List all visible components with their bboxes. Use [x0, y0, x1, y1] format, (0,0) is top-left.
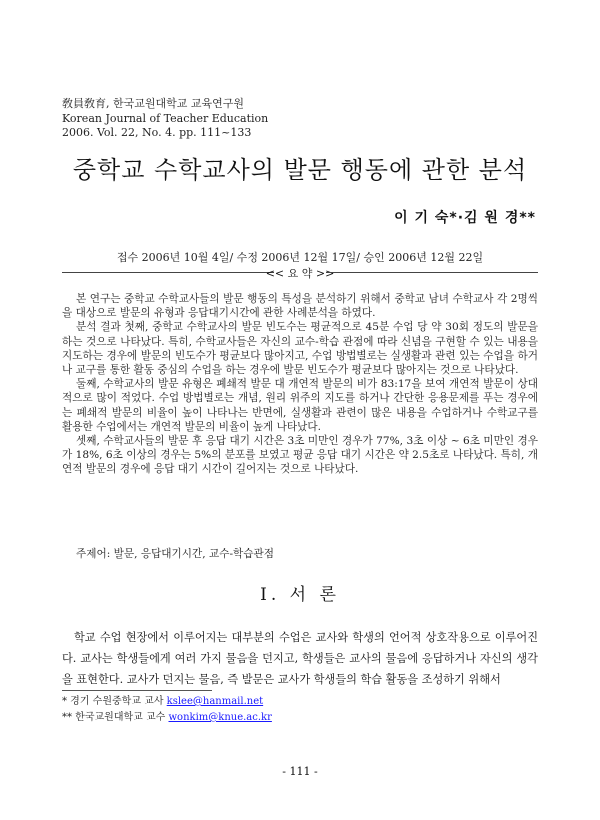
footnote-2-email-link[interactable]: wonkim@knue.ac.kr [168, 712, 272, 723]
submission-dates: 접수 2006년 10월 4일/ 수정 2006년 12월 17일/ 승인 2006년 12월 22일 [116, 251, 484, 264]
footnote-1-affiliation: * 경기 수원중학교 교사 [62, 696, 164, 707]
abstract [62, 292, 538, 477]
abstract-heading-rule-right [326, 272, 538, 273]
footnote-divider [62, 690, 212, 691]
abstract-paragraph: 둘째, 수학교사의 발문 유형은 폐쇄적 발문 대 개연적 발문의 비가 83:17을 보여 개연적 발문이 상대적으로 많이 적었다. 수업 방법별로는 개념, 원리 위주의 지도를 하거나 간단한 응용문제를 푸는 경우에는 폐쇄적 발문의 비율이 높이 나타나는 반면에, 실생활과 관련이 많은 내용을 수업하거나 수학교구를 활용한 수업에서는 개연적 발문의 비율이 높게 나타났다. [62, 378, 538, 433]
footnote-1-email-link[interactable]: kslee@hanmail.net [166, 696, 264, 707]
journal-volume-info: 2006. Vol. 22, No. 4. pp. 111~133 [62, 126, 252, 139]
page-number: - 111 - [282, 765, 318, 778]
footnote-2 [62, 710, 272, 726]
body-text [62, 627, 538, 690]
section-title: Ⅰ. 서 론 [260, 585, 340, 605]
abstract-paragraph: 본 연구는 중학교 수학교사들의 발문 행동의 특성을 분석하기 위해서 중학교 남녀 수학교사 각 2명씩을 대상으로 발문의 유형과 응답대기시간에 관한 사례분석을 하였다. [62, 293, 538, 320]
journal-name: 敎員敎育, 한국교원대학교 교육연구원 [62, 97, 245, 110]
body-paragraph: 학교 수업 현장에서 이루어지는 대부분의 수업은 교사와 학생의 언어적 상호작용으로 이루어진다. 교사는 학생들에게 여러 가지 물음을 던지고, 학생들은 교사의 물음에 응답하거나 자신의 생각을 표현한다. 교사가 던지는 물음, 즉 발문은 교사가 학생들의 학습 활동을 조성하기 위해서 [62, 631, 538, 686]
paper-title: 중학교 수학교사의 발문 행동에 관한 분석 [72, 156, 528, 184]
abstract-paragraph: 셋째, 수학교사들의 발문 후 응답 대기 시간은 3초 미만인 경우가 77%, 3초 이상 ~ 6초 미만인 경우가 18%, 6초 이상의 경우는 5%의 분포를 보였고 평균 응답 대기 시간은 약 2.5초로 나타났다. 특히, 개연적 발문의 경우에 응답 대기 시간이 길어지는 것으로 나타났다. [62, 435, 538, 476]
abstract-heading-label: << 요 약 >> [265, 267, 335, 280]
paper-authors: 이 기 숙*·김 원 경** [394, 210, 536, 226]
journal-english-name: Korean Journal of Teacher Education [62, 111, 269, 125]
footnote-1 [62, 694, 272, 710]
footnote-2-affiliation: ** 한국교원대학교 교수 [62, 712, 166, 723]
abstract-heading [62, 265, 538, 279]
footnotes [62, 694, 272, 726]
keywords: 주제어: 발문, 응답대기시간, 교수-학습관점 [76, 548, 274, 560]
journal-header [62, 97, 268, 141]
abstract-paragraph: 분석 결과 첫째, 중학교 수학교사의 발문 빈도수는 평균적으로 45분 수업 당 약 30회 정도의 발문을 하는 것으로 나타났다. 특히, 수학교사들은 자신의 교수-학습 관점에 따라 신념을 구현할 수 있는 내용을 지도하는 경우에 발문의 빈도수가 평균보다 많아지고, 수업 방법별로는 실생활과 관련 있는 수업을 하거나 교구를 통한 활동 중심의 수업을 하는 경우에 발문 빈도수가 평균보다 많아지는 것으로 나타났다. [62, 321, 538, 377]
